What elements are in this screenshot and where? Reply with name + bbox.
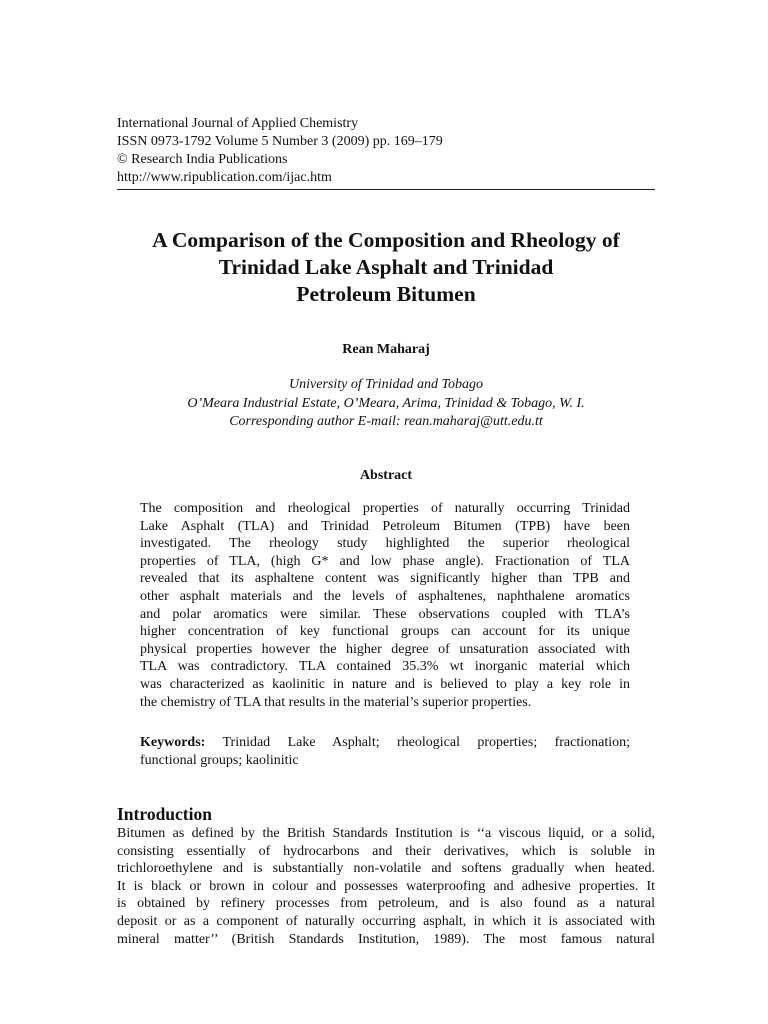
journal-publisher: © Research India Publications	[117, 152, 288, 167]
abstract-line: and polar aromatics were similar. These observations coupled with TLA’s	[140, 606, 630, 622]
abstract-line: investigated. The rheology study highlighted the superior rheological	[140, 536, 630, 552]
intro-line: It is black or brown in colour and possesses waterproofing and adhesive properties. It	[117, 878, 655, 894]
abstract-heading: Abstract	[359, 468, 413, 483]
introduction-text	[117, 825, 655, 948]
title-line: A Comparison of the Composition and Rheology of	[152, 228, 620, 252]
abstract-line: properties of TLA, (high G* and low phase angle). Fractionation of TLA	[140, 553, 630, 569]
intro-line: is obtained by refinery processes from petroleum, and is also found as a natural	[117, 896, 655, 912]
abstract-line: Lake Asphalt (TLA) and Trinidad Petroleum Bitumen (TPB) have been	[140, 518, 630, 534]
affiliation-line: University of Trinidad and Tobago	[289, 377, 483, 392]
abstract-line: revealed that its asphaltene content was significantly higher than TPB and	[140, 571, 630, 587]
intro-line: trichloroethylene and is substantially non-volatile and softens gradually when heated.	[117, 861, 655, 877]
keywords-line	[140, 734, 630, 752]
keywords-text: Trinidad Lake Asphalt; rheological properties; fractionation;	[222, 735, 631, 750]
introduction-heading: Introduction	[117, 804, 212, 824]
paper-title	[110, 227, 662, 308]
abstract-line: other asphalt materials and the levels of asphaltenes, naphthalene aromatics	[140, 588, 630, 604]
keywords-line: functional groups; kaolinitic	[140, 752, 299, 768]
intro-line: deposit or as a component of naturally occurring asphalt, in which it is associated with	[117, 913, 655, 929]
title-line: Petroleum Bitumen	[296, 282, 476, 306]
affiliation-line: O’Meara Industrial Estate, O’Meara, Arima, Trinidad & Tobago, W. I.	[187, 395, 585, 411]
journal-issn: ISSN 0973-1792 Volume 5 Number 3 (2009) pp. 169–179	[117, 134, 443, 149]
abstract-line: physical properties however the higher degree of unsaturation associated with	[140, 641, 630, 657]
abstract-line: higher concentration of key functional groups can account for its unique	[140, 624, 630, 640]
journal-url[interactable]: http://www.ripublication.com/ijac.htm	[117, 170, 332, 185]
corresponding-email[interactable]: Corresponding author E-mail: rean.maharaj@utt.edu.tt	[229, 414, 543, 429]
abstract-line: was characterized as kaolinitic in nature and is believed to play a key role in	[140, 676, 630, 692]
author-affiliation	[110, 376, 662, 432]
abstract-text	[140, 500, 630, 711]
keywords-label: Keywords:	[140, 735, 206, 750]
intro-line: Bitumen as defined by the British Standards Institution is ‘‘a viscous liquid, or a solid,	[117, 826, 655, 841]
journal-name: International Journal of Applied Chemistry	[117, 116, 359, 131]
intro-line: consisting essentially of hydrocarbons and their derivatives, which is soluble in	[117, 843, 655, 859]
abstract-line: TLA was contradictory. TLA contained 35.3% wt inorganic material which	[140, 659, 630, 675]
title-line: Trinidad Lake Asphalt and Trinidad	[218, 255, 554, 279]
intro-line: mineral matter’’ (British Standards Institution, 1989). The most famous natural	[117, 931, 655, 947]
journal-header	[117, 115, 655, 187]
abstract-line: The composition and rheological properties of naturally occurring Trinidad	[140, 501, 630, 516]
author-name: Rean Maharaj	[342, 342, 430, 357]
keywords-block	[140, 734, 630, 769]
header-divider	[117, 189, 655, 190]
abstract-line: the chemistry of TLA that results in the material’s superior properties.	[140, 694, 532, 710]
